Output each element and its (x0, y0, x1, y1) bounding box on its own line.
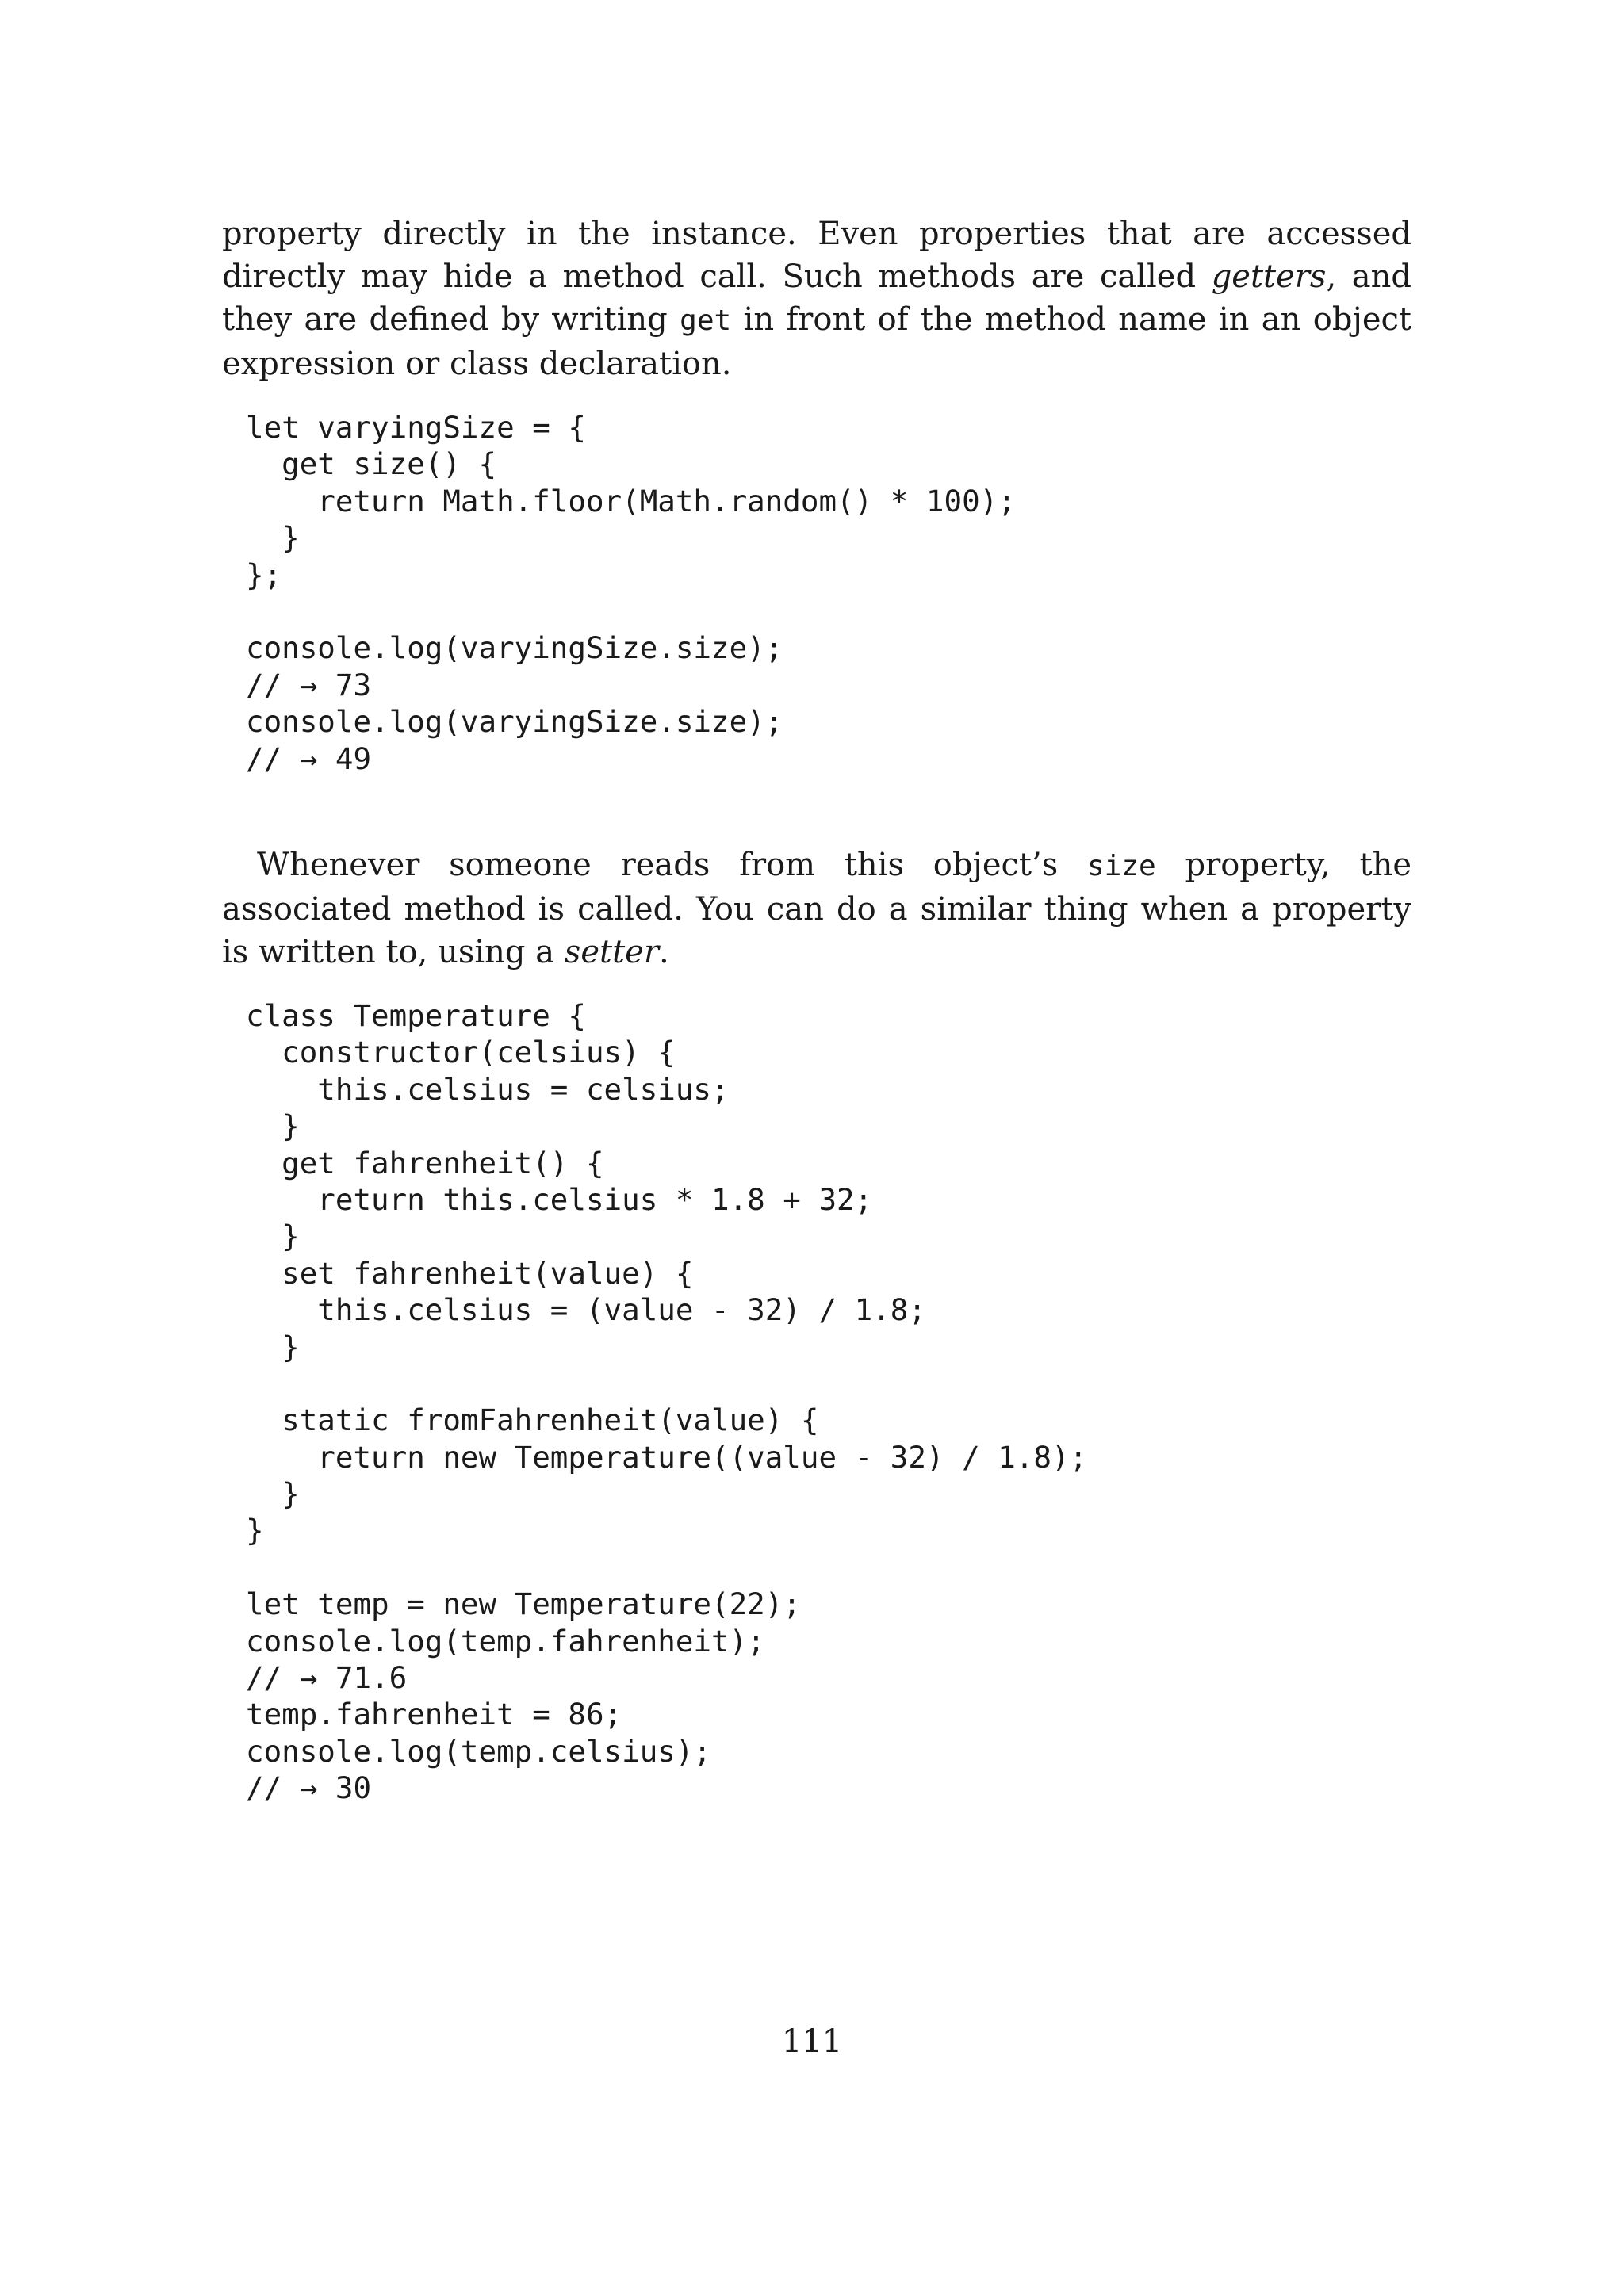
paragraph-getters (222, 212, 1411, 385)
page-number: 111 (781, 2023, 843, 2060)
code-line: return Math.floor(Math.random() * 100); (246, 483, 1016, 519)
code-line: }; (246, 557, 282, 592)
code-line: get fahrenheit() { (246, 1145, 604, 1181)
code-line: console.log(temp.celsius); (246, 1733, 711, 1769)
code-line (246, 1549, 1087, 1586)
code-line: console.log(varyingSize.size); (246, 630, 783, 666)
code-line: // → 30 (246, 1770, 372, 1806)
code-line (246, 1365, 1087, 1402)
code-line: set fahrenheit(value) { (246, 1255, 694, 1291)
code-line: // → 49 (246, 740, 372, 776)
code-line: // → 73 (246, 667, 372, 702)
code-line: console.log(varyingSize.size); (246, 704, 783, 740)
code-line: } (246, 520, 300, 556)
code-line: let varyingSize = { (246, 410, 586, 445)
code-line: } (246, 1476, 300, 1512)
paragraph-text: , and they are defined by writing (222, 258, 1411, 338)
code-line: let temp = new Temperature(22); (246, 1586, 801, 1622)
code-line: this.celsius = (value - 32) / 1.8; (246, 1292, 926, 1328)
code-line: // → 71.6 (246, 1660, 408, 1696)
code-line: static fromFahrenheit(value) { (246, 1402, 819, 1438)
code-line: } (246, 1108, 300, 1144)
code-line: } (246, 1513, 264, 1548)
code-line: this.celsius = celsius; (246, 1071, 730, 1107)
code-line: } (246, 1219, 300, 1254)
inline-code-size: size (1087, 850, 1156, 882)
paragraph-text: . (658, 934, 669, 970)
code-line: } (246, 1329, 300, 1364)
term-setter: setter (564, 934, 659, 970)
code-line: class Temperature { (246, 998, 586, 1033)
paragraph-text: property directly in the instance. Even properties that are accessed directly may hide a method call. Such methods are called (222, 216, 1411, 295)
paragraph-text: Whenever someone reads from this object’s (257, 847, 1087, 883)
code-line: temp.fahrenheit = 86; (246, 1697, 622, 1732)
paragraph-text: property, the associated method is called. You can do a similar thing when a property is written to, using a (222, 847, 1412, 970)
code-line: return new Temperature((value - 32) / 1.8); (246, 1439, 1088, 1475)
code-line: return this.celsius * 1.8 + 32; (246, 1181, 873, 1217)
inline-code-get: get (680, 304, 732, 337)
paragraph-setters (222, 844, 1411, 974)
code-line (246, 593, 1016, 629)
term-getters: getters (1211, 258, 1327, 295)
code-line: constructor(celsius) { (246, 1035, 676, 1070)
code-line: console.log(temp.fahrenheit); (246, 1623, 765, 1659)
paragraph-text: in front of the method name in an object expression or class declaration. (222, 301, 1411, 382)
code-block-setter-example (246, 997, 1087, 1807)
code-block-getter-example (246, 409, 1016, 777)
code-line: get size() { (246, 446, 497, 482)
